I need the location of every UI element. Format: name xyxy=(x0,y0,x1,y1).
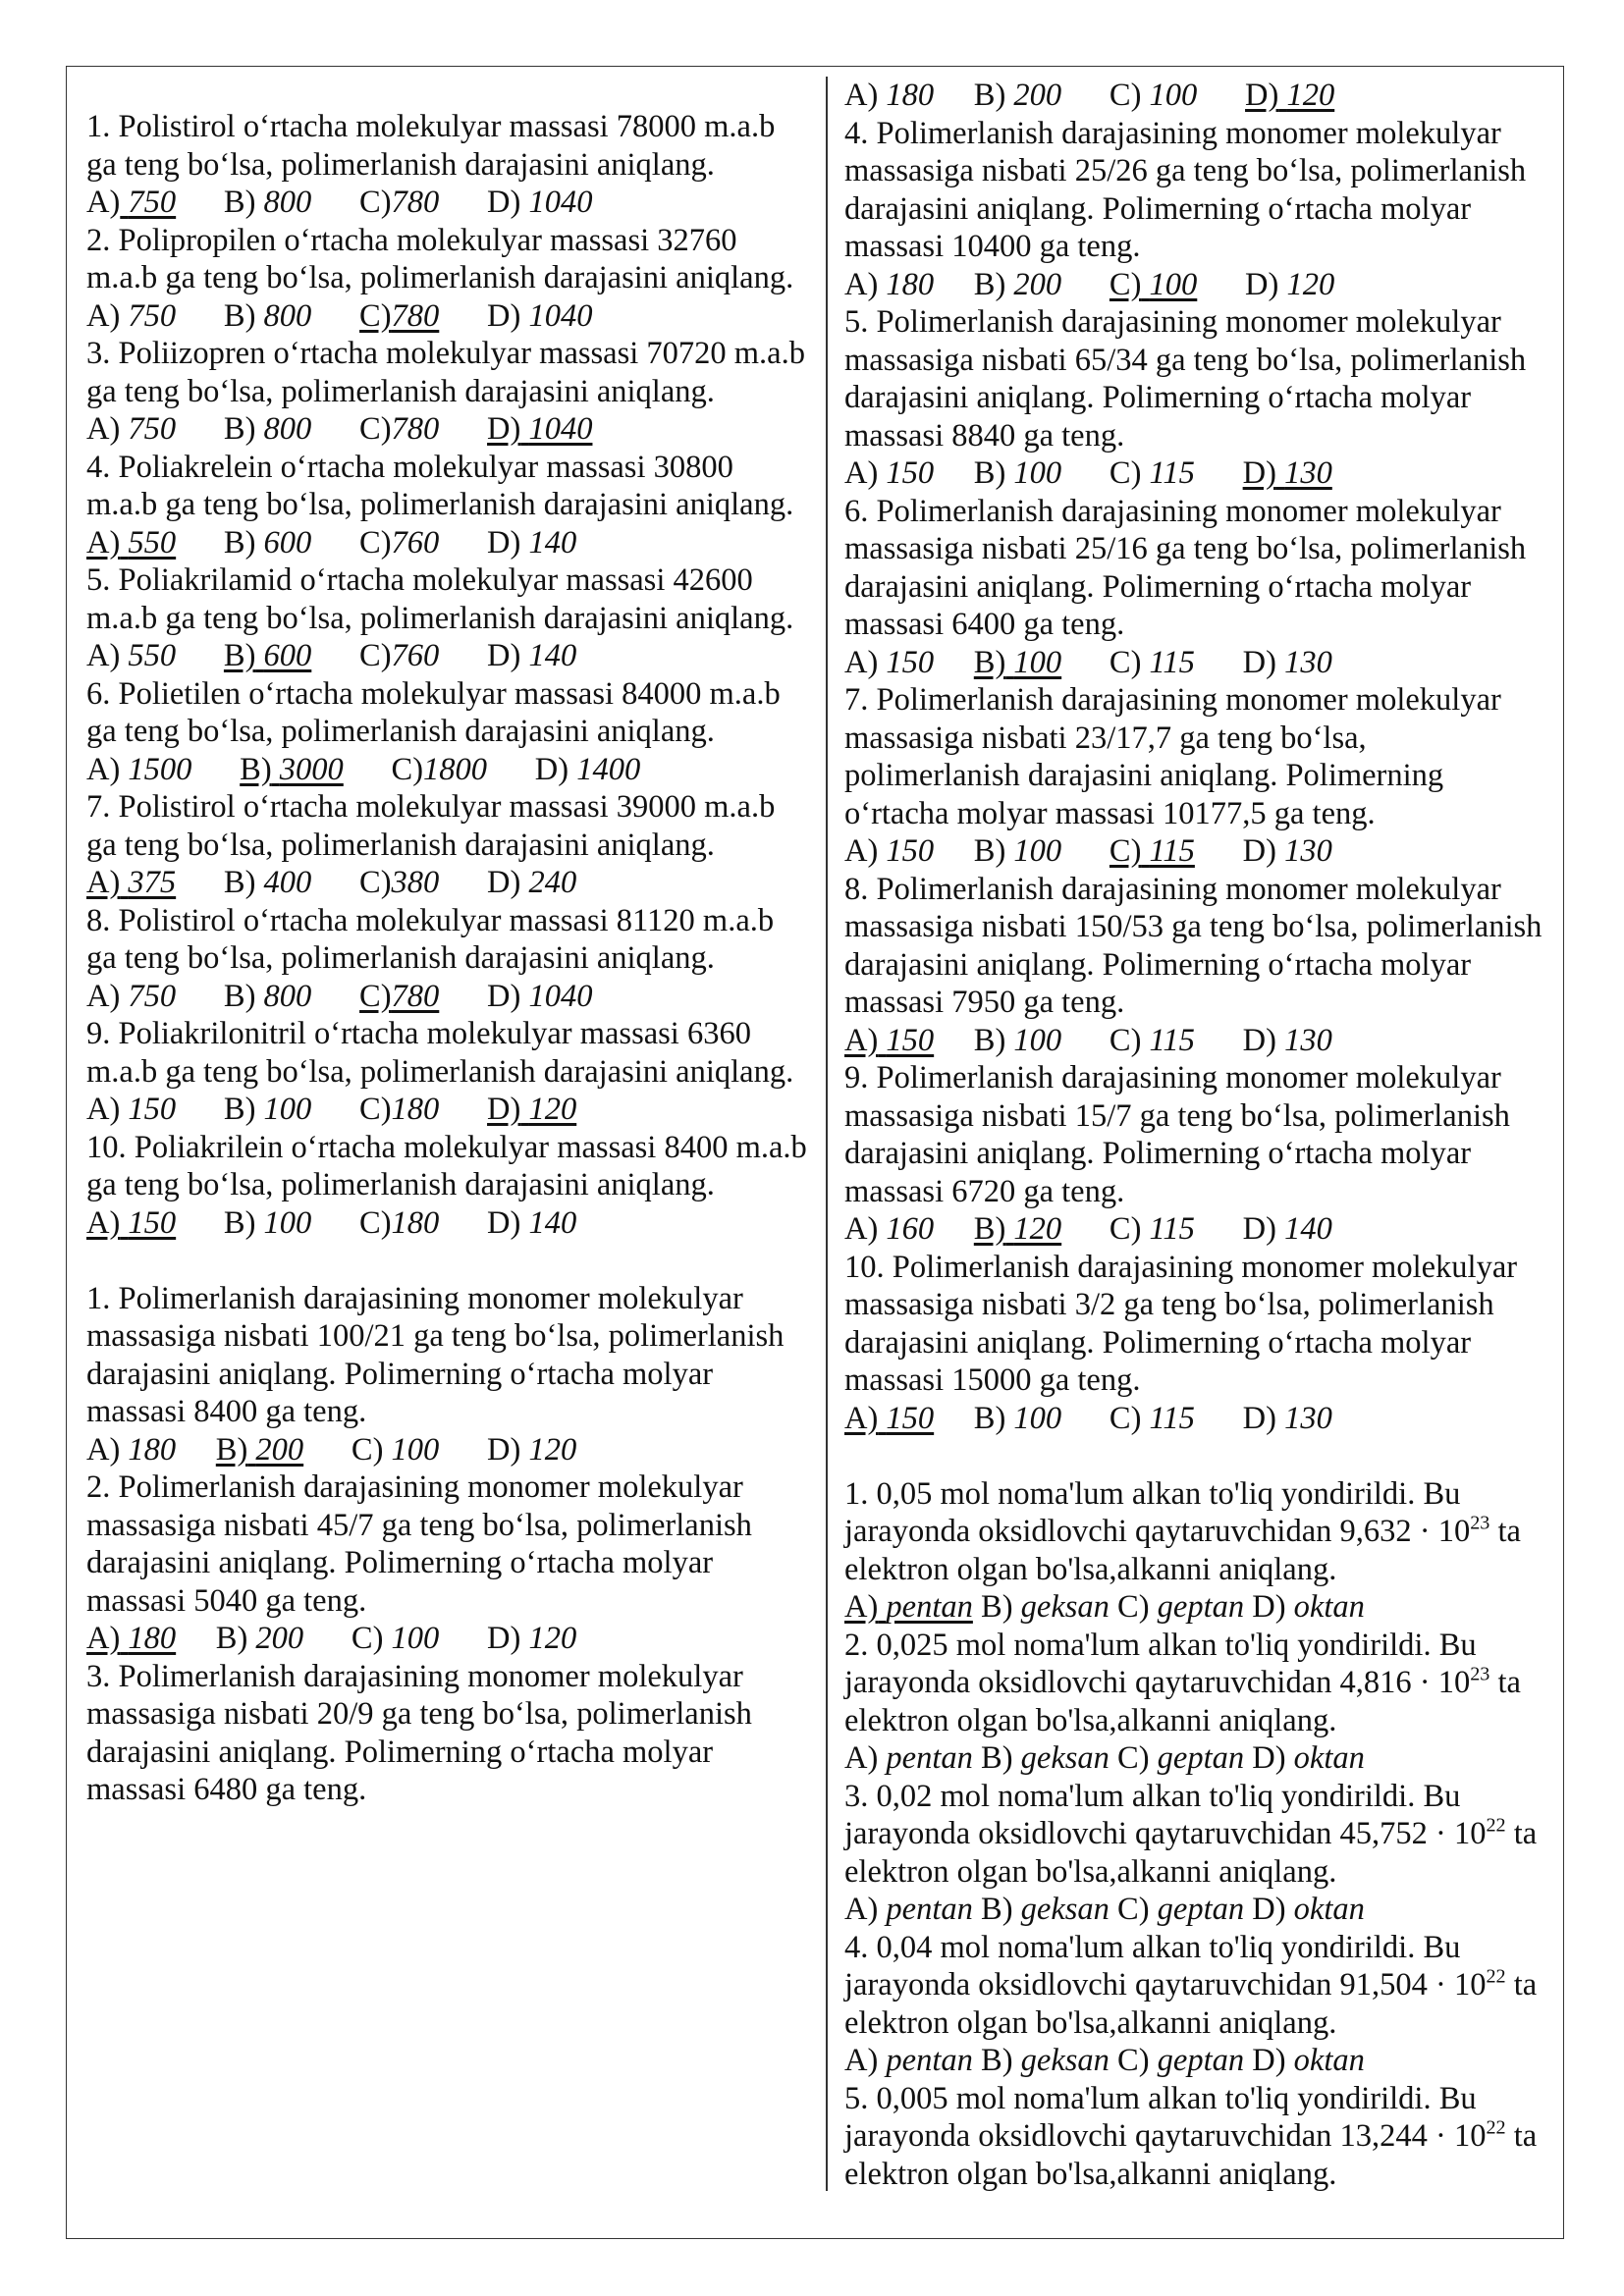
answer-options: A) 375 B) 400 C)380 D) 240 xyxy=(86,865,577,900)
question-block xyxy=(844,1475,1543,1627)
question-block xyxy=(844,1627,1543,1778)
answer-options: A) 180 B) 200 C) 100 D) 120 xyxy=(86,1431,577,1468)
question-text: 9. Poliakrilonitril o‘rtacha molekulyar massasi 6360 m.a.b ga teng bo‘lsa, polimerlanish darajasini aniqlang. xyxy=(86,1016,794,1090)
answer-options: A) 150 B) 100 C)180 D) 140 xyxy=(86,1204,577,1241)
question-block xyxy=(86,561,808,675)
question-text: 8. Polistirol o‘rtacha molekulyar massasi 81120 m.a.b ga teng bo‘lsa, polimerlanish darajasini aniqlang. xyxy=(86,902,775,976)
question-text: 3. Polimerlanish darajasining monomer molekulyar massasiga nisbati 20/9 ga teng bo‘lsa, polimerlanish darajasini aniqlang. Polimerning o‘rtacha molyar massasi 6480 ga teng. xyxy=(86,1658,752,1807)
question-text: 5. Polimerlanish darajasining monomer molekulyar massasiga nisbati 65/34 ga teng bo‘lsa, polimerlanish darajasini aniqlang. Polimerning o‘rtacha molyar massasi 8840 ga teng. xyxy=(844,304,1527,454)
question-block xyxy=(86,1129,808,1243)
question-block xyxy=(86,449,808,562)
answer-options: A) pentan B) geksan C) geptan D) oktan xyxy=(844,1740,1365,1776)
question-text: 4. Polimerlanish darajasining monomer molekulyar massasiga nisbati 25/26 ga teng bo‘lsa, polimerlanish darajasini aniqlang. Polimerning o‘rtacha molyar massasi 10400 ga teng. xyxy=(844,115,1527,264)
answer-options: A) 150 B) 100 C) 115 D) 130 xyxy=(844,1022,1332,1058)
question-text: 10. Poliakrilein o‘rtacha molekulyar massasi 8400 m.a.b ga teng bo‘lsa, polimerlanish darajasini aniqlang. xyxy=(86,1129,807,1202)
answer-options: A) 160 B) 120 C) 115 D) 140 xyxy=(844,1211,1332,1247)
answer-options: A) pentan B) geksan C) geptan D) oktan xyxy=(844,2043,1365,2078)
answer-options: A) pentan B) geksan C) geptan D) oktan xyxy=(844,1589,1365,1625)
answer-options: A) 550 B) 600 C)760 D) 140 xyxy=(86,638,577,673)
answer-options: A) 180 B) 200 C) 100 D) 120 xyxy=(86,1621,577,1656)
question-block xyxy=(86,335,808,449)
answer-options: A) 180 B) 200 C) 100 D) 120 xyxy=(844,266,1335,302)
question-text: 1. Polimerlanish darajasining monomer molekulyar massasiga nisbati 100/21 ga teng bo‘lsa, polimerlanish darajasini aniqlang. Polimerning o‘rtacha molyar massasi 8400 ga teng. xyxy=(86,1280,785,1429)
question-text: 7. Polistirol o‘rtacha molekulyar massasi 39000 m.a.b ga teng bo‘lsa, polimerlanish darajasini aniqlang. xyxy=(86,789,776,863)
question-block xyxy=(844,2080,1543,2194)
question-block xyxy=(844,303,1543,493)
question-block xyxy=(844,1929,1543,2080)
question-block xyxy=(844,871,1543,1060)
answer-options: A) 180 B) 200 C) 100 D) 120 xyxy=(844,78,1335,113)
question-block xyxy=(86,1015,808,1129)
answer-options: A) 150 B) 100 C) 115 D) 130 xyxy=(844,1400,1332,1436)
question-text: 5. Poliakrilamid o‘rtacha molekulyar massasi 42600 m.a.b ga teng bo‘lsa, polimerlanish darajasini aniqlang. xyxy=(86,562,794,636)
section-gap xyxy=(86,1242,808,1280)
right-column xyxy=(844,77,1543,2193)
question-text: 5. 0,005 mol noma'lum alkan to'liq yondirildi. Bu jarayonda oksidlovchi qaytaruvchidan $13,244 \cdot 10^{22}$ ta elektron olgan bo'lsa,alkanni aniqlang. xyxy=(844,2080,1538,2192)
answer-options: A) 750 B) 800 C)780 D) 1040 xyxy=(86,185,593,220)
left-column xyxy=(86,108,808,1809)
question-block xyxy=(844,1059,1543,1249)
question-block xyxy=(86,675,808,789)
question-text: 7. Polimerlanish darajasining monomer molekulyar massasiga nisbati 23/17,7 ga teng bo‘lsa, polimerlanish darajasini aniqlang. Polimerning o‘rtacha molyar massasi 10177,5 ga teng. xyxy=(844,682,1501,831)
question-block xyxy=(86,1468,808,1658)
question-block xyxy=(86,788,808,902)
question-text: 10. Polimerlanish darajasining monomer molekulyar massasiga nisbati 3/2 ga teng bo‘lsa, polimerlanish darajasini aniqlang. Polimerning o‘rtacha molyar massasi 15000 ga teng. xyxy=(844,1249,1518,1398)
answer-options: A) 150 B) 100 C)180 D) 120 xyxy=(86,1092,577,1127)
question-block xyxy=(844,493,1543,682)
answer-options: A) 550 B) 600 C)760 D) 140 xyxy=(86,524,577,561)
question-text: 6. Polietilen o‘rtacha molekulyar massasi 84000 m.a.b ga teng bo‘lsa, polimerlanish darajasini aniqlang. xyxy=(86,675,781,749)
answer-options: A) 750 B) 800 C)780 D) 1040 xyxy=(86,297,593,334)
question-text: 8. Polimerlanish darajasining monomer molekulyar massasiga nisbati 150/53 ga teng bo‘lsa, polimerlanish darajasini aniqlang. Polimerning o‘rtacha molyar massasi 7950 ga teng. xyxy=(844,871,1543,1020)
question-text: 1. 0,05 mol noma'lum alkan to'liq yondirildi. Bu jarayonda oksidlovchi qaytaruvchidan $9,632 \cdot 10^{23}$ ta elektron olgan bo'lsa,alkanni aniqlang. xyxy=(844,1475,1521,1587)
answer-options: A) 150 B) 100 C) 115 D) 130 xyxy=(844,455,1332,491)
answer-options: A) 750 B) 800 C)780 D) 1040 xyxy=(86,411,593,447)
question-text: 4. 0,04 mol noma'lum alkan to'liq yondirildi. Bu jarayonda oksidlovchi qaytaruvchidan $91,504 \cdot 10^{22}$ ta elektron olgan bo'lsa,alkanni aniqlang. xyxy=(844,1929,1538,2041)
question-block xyxy=(844,1249,1543,1438)
question-text: 3. 0,02 mol noma'lum alkan to'liq yondirildi. Bu jarayonda oksidlovchi qaytaruvchidan $45,752 \cdot 10^{22}$ ta elektron olgan bo'lsa,alkanni aniqlang. xyxy=(844,1778,1538,1890)
question-block xyxy=(844,1778,1543,1929)
question-text: 4. Poliakrelein o‘rtacha molekulyar massasi 30800 m.a.b ga teng bo‘lsa, polimerlanish darajasini aniqlang. xyxy=(86,449,794,522)
answer-options: A) 750 B) 800 C)780 D) 1040 xyxy=(86,978,593,1014)
question-block xyxy=(86,108,808,222)
question-text: 9. Polimerlanish darajasining monomer molekulyar massasiga nisbati 15/7 ga teng bo‘lsa, polimerlanish darajasini aniqlang. Polimerning o‘rtacha molyar massasi 6720 ga teng. xyxy=(844,1060,1510,1209)
answer-options: A) 150 B) 100 C) 115 D) 130 xyxy=(844,833,1332,869)
question-text: 3. Poliizopren o‘rtacha molekulyar massasi 70720 m.a.b ga teng bo‘lsa, polimerlanish darajasini aniqlang. xyxy=(86,336,805,409)
question-block xyxy=(844,115,1543,304)
question-text: 2. Polipropilen o‘rtacha molekulyar massasi 32760 m.a.b ga teng bo‘lsa, polimerlanish darajasini aniqlang. xyxy=(86,222,794,295)
question-text: 2. 0,025 mol noma'lum alkan to'liq yondirildi. Bu jarayonda oksidlovchi qaytaruvchidan $4,816 \cdot 10^{23}$ ta elektron olgan bo'lsa,alkanni aniqlang. xyxy=(844,1627,1521,1738)
column-divider xyxy=(826,77,828,2191)
question-text: 2. Polimerlanish darajasining monomer molekulyar massasiga nisbati 45/7 ga teng bo‘lsa, polimerlanish darajasini aniqlang. Polimerning o‘rtacha molyar massasi 5040 ga teng. xyxy=(86,1469,752,1619)
section-gap xyxy=(844,1437,1543,1475)
question-text: 1. Polistirol o‘rtacha molekulyar massasi 78000 m.a.b ga teng bo‘lsa, polimerlanish darajasini aniqlang. xyxy=(86,109,776,183)
question-block xyxy=(844,681,1543,871)
question-text: 6. Polimerlanish darajasining monomer molekulyar massasiga nisbati 25/16 ga teng bo‘lsa, polimerlanish darajasini aniqlang. Polimerning o‘rtacha molyar massasi 6400 ga teng. xyxy=(844,493,1527,642)
question-block xyxy=(86,1280,808,1469)
answer-options: A) 1500 B) 3000 C)1800 D) 1400 xyxy=(86,751,641,787)
answer-options: A) pentan B) geksan C) geptan D) oktan xyxy=(844,1892,1365,1927)
question-block xyxy=(86,1658,808,1809)
question-block xyxy=(86,222,808,336)
question-block xyxy=(86,902,808,1016)
answer-options: A) 150 B) 100 C) 115 D) 130 xyxy=(844,644,1332,680)
